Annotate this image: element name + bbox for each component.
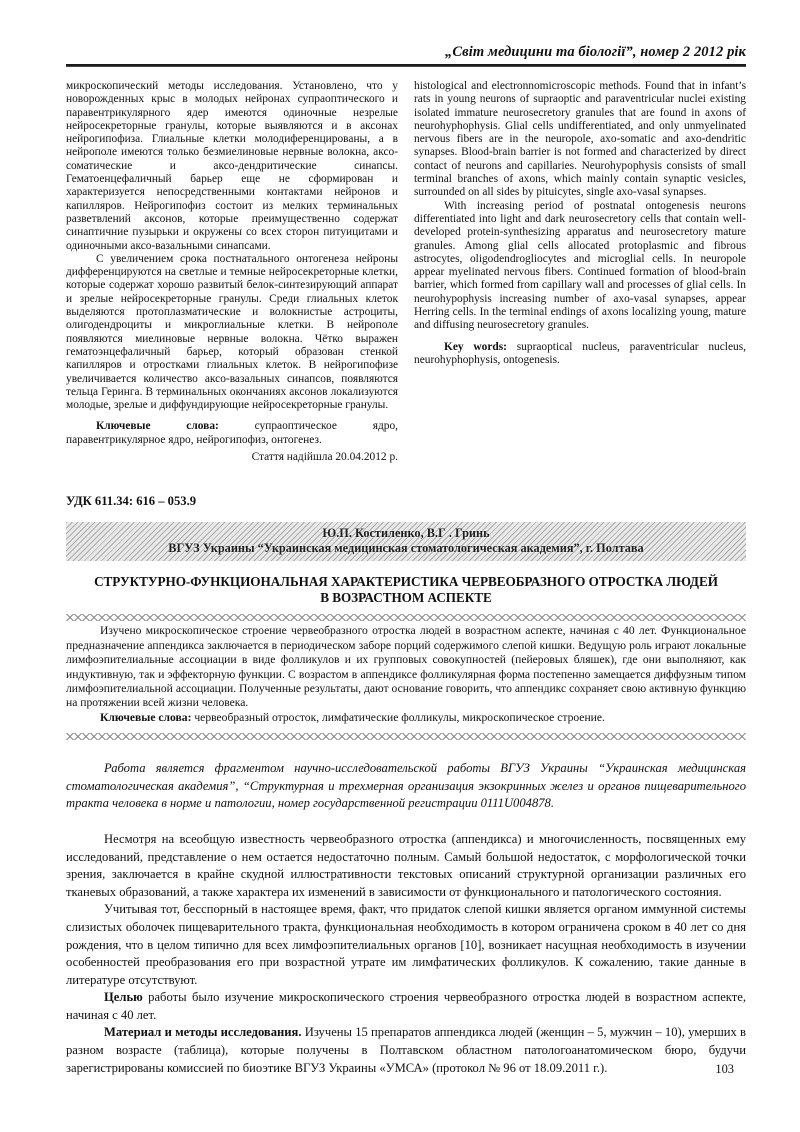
page-content — [66, 0, 746, 1077]
abstract-keywords-text: червеобразный отросток, лимфатические фолликулы, микроскопическое строение. — [191, 710, 605, 724]
abstract-keywords-label: Ключевые слова: — [100, 710, 192, 724]
body-paragraph-3-text: работы было изучение микроскопического строения червеобразного отростка людей в возрастном аспекте, начиная с 40 лет. — [66, 990, 746, 1022]
right-keywords — [414, 341, 746, 368]
article-body — [66, 831, 746, 1077]
zigzag-rule-bottom — [66, 733, 746, 740]
abstract-text: Изучено микроскопическое строение червеобразного отростка людей в возрастном аспекте, начиная с 40 лет. Функциональное предназначение аппендикса заключается в периодическом заборе порций содержимого слепой кишки. Ведущую роль играют локальные лимфоэпителиальные ассоциации в виде фолликулов и их групповых совокупностей (пейеровых бляшек), где они выполняют, как индуктивную, так и эффекторную функции. С возрастом в аппендиксе фолликулярная форма постепенно замещается диффузным типом лимфоэпителиальной ассоциации. Полученные результаты, дают основание говорить, что аппендикс сохраняет свою активную функцию на протяжении всей жизни человека. — [66, 624, 746, 710]
header-rule — [66, 64, 746, 67]
right-keywords-text: supraoptical nucleus, paraventricular nucleus, neurohyphophysis, ontogenesis. — [414, 340, 747, 366]
right-keywords-label: Key words: — [444, 340, 507, 353]
page-number: 103 — [715, 1062, 734, 1076]
left-abstract-paragraph-2: С увеличением срока постнатального онтогенеза нейроны дифференцируются на светлые и темные нейросекреторные клетки, которые содержат хорошо развитый белок-синтезирующий аппарат и зрелые нейросекреторные гранулы. Среди глиальных клеток выделяются протоплазматические и волокнистые астроциты, олигодендроциты и микроглиальные клетки. В нейрополе появляются миелиновые нервные волокна. Чётко выражен гематоэнцефаличный барьер, который образован стенкой капилляров и отростками глиальных клеток. В нейрогипофизе увеличивается количество аксо-вазальных синапсов, появляются тельца Геринга. В терминальных окончаниях аксонов локализуются молодые, зрелые и диффундирующие нейросекреторные гранулы. — [66, 252, 398, 412]
article-title-line-2: В ВОЗРАСТНОМ АСПЕКТЕ — [320, 590, 492, 606]
article-abstract — [66, 624, 746, 725]
body-paragraph-4-label: Материал и методы исследования. — [104, 1025, 302, 1040]
right-abstract-paragraph-1: histological and electronnomicroscopic methods. Found that in infant’s rats in young neurons of supraoptic and paraventricular nuclei existing isolated immature neurosecretory granules that are found in axons of neurohyphophysis. Glial cells undifferentiated, and only unmyelinated nervous fibers are in the neuropole, axo-somatic and axo-dendritic synapses. Blood-brain barrier is not formed and characterized by direct contact of neurons and capillaries. Neurohypophysis consists of small terminal branches of axons, which mainly contain synaptic vesicles, surrounded on all sides by pituicytes, single axo-vasal synapses. — [414, 80, 746, 199]
funding-note — [66, 760, 746, 813]
authors-names: Ю.П. Костиленко, В.Г . Гринь — [322, 526, 490, 541]
udc-code: УДК 611.34: 616 – 053.9 — [66, 494, 197, 509]
body-paragraph-2: Учитывая тот, бесспорный в настоящее время, факт, что придаток слепой кишки является органом иммунной системы слизистых оболочек пищеварительного тракта, функциональная необходимость в котором ограничена сроком в 40 лет со дня рождения, что в целом типично для всех лимфоэпителиальных органов [10], возникает насущная необходимость в изучении особенностей преобразования его при возрастной утрате им лимфатических фолликулов. К сожалению, такие данные в литературе отсутствуют. — [66, 902, 746, 987]
running-head: „Світ медицини та біології”, номер 2 2012 рік — [445, 44, 746, 60]
abstract-column-left — [66, 80, 398, 464]
received-date: Стаття надійшла 20.04.2012 р. — [251, 451, 398, 464]
body-paragraph-3-label: Целью — [104, 990, 143, 1005]
body-paragraph-4-text: Изучены 15 препаратов аппендикса людей (женщин – 5, мужчин – 10), умерших в разном возрасте (таблица), которые получены в Полтавском областном патологоанатомическом бюро, будучи зарегистрированы комиссией по биоэтике ВГУЗ Украины «УМСА» (протокол № 96 от 18.09.2011 г.). — [66, 1025, 746, 1075]
body-paragraph-3 — [66, 989, 746, 1024]
zigzag-rule-top — [66, 614, 746, 621]
article-title — [66, 574, 746, 606]
authors-band — [66, 522, 746, 561]
abstract-keywords — [66, 711, 746, 725]
right-abstract-paragraph-2: With increasing period of postnatal ontogenesis neurons differentiated into light and dark neurosecretory cells that contain well-developed protein-synthesizing apparatus and neurosecretory mature granules. Among glial cells allocated protoplasmic and fibrous astrocytes, oligodendrogliocytes and microglial cells. In neuropole appear myelinated nervous fibers. Continued formation of blood-brain barrier, which formed from capillary wall and processes of glial cells. In neurohypophysis increasing number of axo-vasal synapses, appear Herring cells. In the terminal endings of axons localizing young, mature and diffusing neurosecretory granules. — [414, 199, 746, 332]
two-column-abstract — [66, 80, 746, 464]
left-keywords-text: супраоптическое ядро, паравентрикулярное ядро, нейрогипофиз, онтогенез. — [66, 420, 398, 446]
body-paragraph-4 — [66, 1024, 746, 1077]
left-keywords — [66, 420, 398, 447]
body-paragraph-1: Несмотря на всеобщую известность червеобразного отростка (аппендикса) и многочисленность, посвященных ему исследований, представление о нем остается недостаточно полным. Самый большой недостаток, с морфологической точки зрения, заключается в крайне скудной иллюстративности текстовых описаний структурной организации различных его тканевых образований, а также характера их изменений в зависимости от функционального и патологического состояния. — [66, 831, 746, 899]
left-keywords-label: Ключевые слова: — [96, 420, 219, 433]
article-title-line-1: СТРУКТУРНО-ФУНКЦИОНАЛЬНАЯ ХАРАКТЕРИСТИКА ЧЕРВЕОБРАЗНОГО ОТРОСТКА ЛЮДЕЙ — [94, 574, 718, 590]
funding-note-text: Работа является фрагментом научно-исследовательской работы ВГУЗ Украины “Украинская медицинская стоматологическая академия”, “Структурная и трехмерная организация экзокринных желез и органов пищеварительного тракта человека в норме и патологии, номер государственной регистрации 0111U004878. — [66, 761, 746, 811]
authors-affiliation: ВГУЗ Украины “Украинская медицинская стоматологическая академия”, г. Полтава — [168, 541, 644, 556]
left-abstract-paragraph-1: микроскопический методы исследования. Установлено, что у новорожденных крыс в молодых нейронах супраоптического и паравентрикулярного ядер имеются одиночные незрелые нейросекреторные гранулы, которые выявляются и в аксонах нейрогипофиза. Глиальные клетки молодиференцированы, а в нейрополе имеются только безмиелиновые нервные волокна, аксо-соматические и аксо-дендритические синапсы. Гематоенцефаличный барьер еще не сформирован и характеризуется непосредственными контактами нейронов и капилляров. Нейрогипофиз состоит из мелких терминальных разветвлений аксонов, которые преимущественно содержат синаптичние пузырьки и окружены со всех сторон питуицитами и одиночными аксо-вазальными синапсами. — [66, 80, 398, 252]
abstract-column-right — [414, 80, 746, 464]
